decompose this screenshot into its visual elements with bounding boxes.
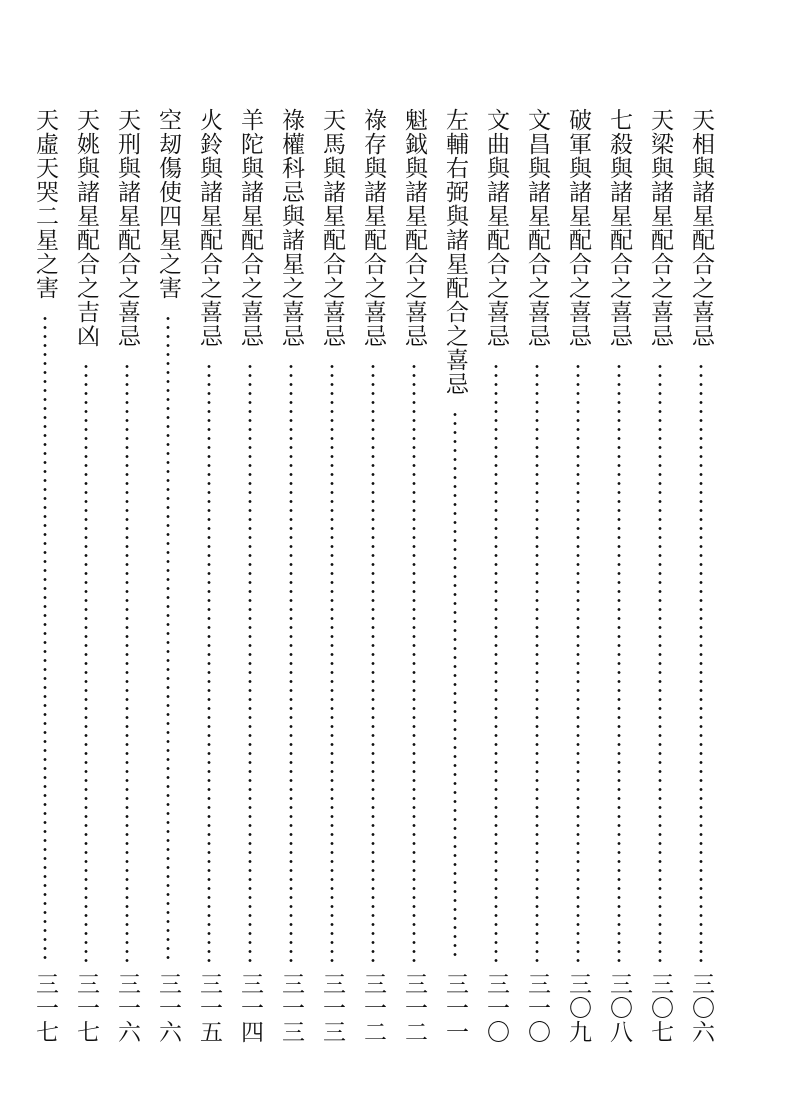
- toc-dot-leader: [453, 410, 457, 962]
- toc-entry-page: 三一一: [442, 972, 468, 1044]
- toc-dot-leader: [617, 362, 621, 962]
- toc-entry-page: 三一六: [155, 972, 181, 1044]
- toc-entry: [110, 108, 144, 1068]
- toc-entry-title: 天相與諸星配合之喜忌: [688, 108, 714, 348]
- toc-entry-title: 天姚與諸星配合之吉凶: [73, 108, 99, 348]
- toc-dot-leader: [330, 362, 334, 962]
- toc-entry-page: 三一七: [32, 972, 58, 1044]
- toc-dot-leader: [371, 362, 375, 962]
- toc-dot-leader: [166, 314, 170, 962]
- toc-entry: [520, 108, 554, 1068]
- toc-entry: [233, 108, 267, 1068]
- toc-entry: [274, 108, 308, 1068]
- toc-entry-page: 三〇九: [565, 972, 591, 1044]
- table-of-contents: [28, 108, 718, 1068]
- toc-entry-page: 三一二: [360, 972, 386, 1044]
- toc-entry-page: 三一三: [319, 972, 345, 1044]
- toc-entry-title: 天梁與諸星配合之喜忌: [647, 108, 673, 348]
- toc-entry-page: 三一六: [114, 972, 140, 1044]
- toc-entry-page: 三一〇: [524, 972, 550, 1044]
- toc-entry: [438, 108, 472, 1068]
- toc-entry-title: 天虛天哭二星之害: [32, 108, 58, 300]
- toc-entry-page: 三一〇: [483, 972, 509, 1044]
- toc-entry: [602, 108, 636, 1068]
- toc-entry-title: 魁鉞與諸星配合之喜忌: [401, 108, 427, 348]
- toc-entry: [69, 108, 103, 1068]
- toc-dot-leader: [248, 362, 252, 962]
- toc-entry-title: 文昌與諸星配合之喜忌: [524, 108, 550, 348]
- toc-entry-title: 天刑與諸星配合之喜忌: [114, 108, 140, 348]
- toc-dot-leader: [84, 362, 88, 962]
- toc-entry: [315, 108, 349, 1068]
- toc-dot-leader: [412, 362, 416, 962]
- toc-entry: [192, 108, 226, 1068]
- toc-entry-title: 文曲與諸星配合之喜忌: [483, 108, 509, 348]
- toc-entry-page: 三〇七: [647, 972, 673, 1044]
- toc-dot-leader: [576, 362, 580, 962]
- toc-dot-leader: [125, 362, 129, 962]
- toc-entry-page: 三〇六: [688, 972, 714, 1044]
- toc-dot-leader: [699, 362, 703, 962]
- toc-entry-title: 祿權科忌與諸星之喜忌: [278, 108, 304, 348]
- toc-entry-title: 左輔右弼與諸星配合之喜忌: [442, 108, 468, 396]
- toc-entry-page: 三一七: [73, 972, 99, 1044]
- toc-entry-title: 空刼傷使四星之害: [155, 108, 181, 300]
- toc-entry-page: 三一二: [401, 972, 427, 1044]
- toc-entry: [28, 108, 62, 1068]
- toc-entry-title: 七殺與諸星配合之喜忌: [606, 108, 632, 348]
- toc-dot-leader: [535, 362, 539, 962]
- toc-dot-leader: [207, 362, 211, 962]
- toc-entry: [561, 108, 595, 1068]
- toc-entry: [684, 108, 718, 1068]
- toc-entry-title: 破軍與諸星配合之喜忌: [565, 108, 591, 348]
- toc-entry: [151, 108, 185, 1068]
- toc-entry-title: 火鈴與諸星配合之喜忌: [196, 108, 222, 348]
- toc-entry-title: 祿存與諸星配合之喜忌: [360, 108, 386, 348]
- toc-entry-title: 羊陀與諸星配合之喜忌: [237, 108, 263, 348]
- toc-entry-page: 三一五: [196, 972, 222, 1044]
- toc-entry: [397, 108, 431, 1068]
- toc-entry-page: 三一四: [237, 972, 263, 1044]
- toc-entry: [479, 108, 513, 1068]
- toc-dot-leader: [289, 362, 293, 962]
- toc-entry: [356, 108, 390, 1068]
- toc-dot-leader: [658, 362, 662, 962]
- toc-entry: [643, 108, 677, 1068]
- toc-dot-leader: [494, 362, 498, 962]
- toc-entry-page: 三一三: [278, 972, 304, 1044]
- toc-entry-page: 三〇八: [606, 972, 632, 1044]
- toc-dot-leader: [43, 314, 47, 962]
- toc-entry-title: 天馬與諸星配合之喜忌: [319, 108, 345, 348]
